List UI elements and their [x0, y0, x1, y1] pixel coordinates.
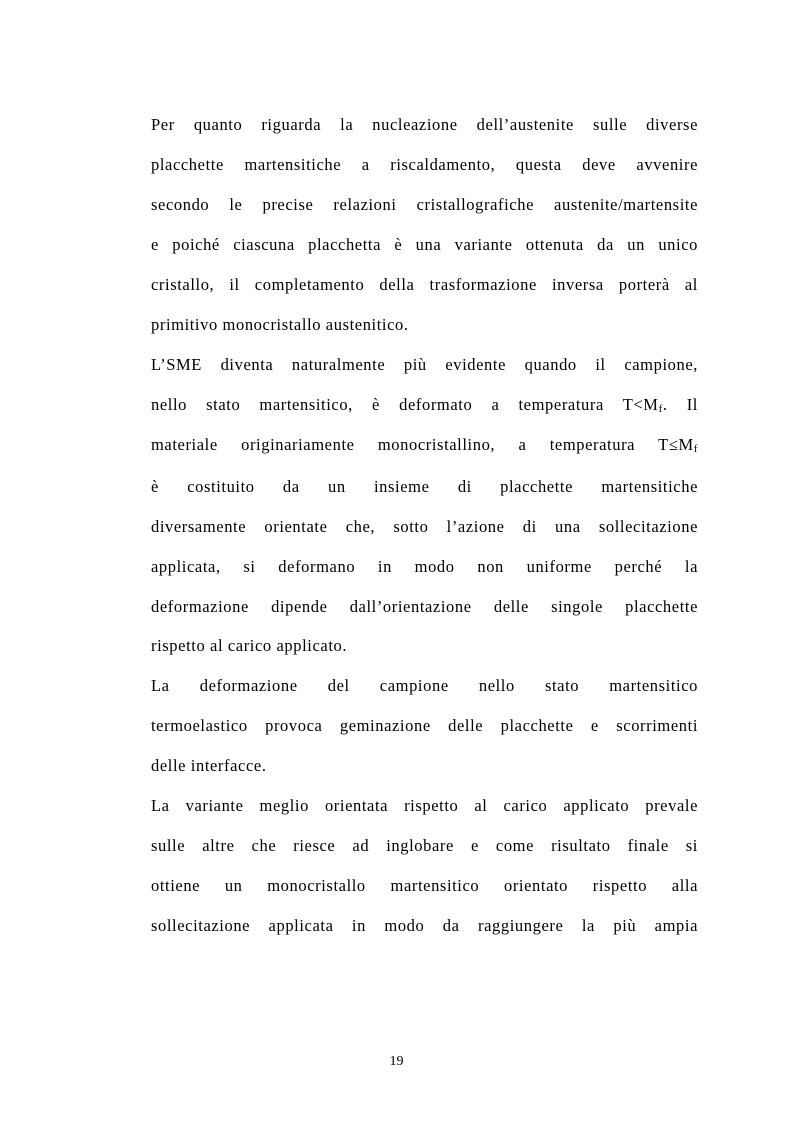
text-line: e poiché ciascuna placchetta è una variante ottenuta da un unico — [151, 235, 698, 254]
text-fragment: materiale originariamente monocristallino, a temperatura T≤M — [151, 435, 694, 454]
text-line: secondo le precise relazioni cristallografiche austenite/martensite — [151, 195, 698, 214]
text-line: sulle altre che riesce ad inglobare e come risultato finale si — [151, 836, 698, 855]
text-line: è costituito da un insieme di placchette martensitiche — [151, 477, 698, 496]
text-line: rispetto al carico applicato. — [151, 636, 348, 655]
subscript: f — [658, 403, 663, 415]
text-line: applicata, si deformano in modo non uniforme perché la — [151, 557, 698, 576]
text-line: La deformazione del campione nello stato martensitico — [151, 676, 698, 695]
text-line: termoelastico provoca geminazione delle placchette e scorrimenti — [151, 716, 698, 735]
text-line: deformazione dipende dall’orientazione delle singole placchette — [151, 597, 698, 616]
text-line: delle interfacce. — [151, 756, 267, 775]
subscript: f — [693, 443, 698, 455]
text-line: La variante meglio orientata rispetto al carico applicato prevale — [151, 796, 698, 815]
text-line-with-subscript — [151, 435, 698, 455]
text-line: placchette martensitiche a riscaldamento, questa deve avvenire — [151, 155, 698, 174]
page-number: 19 — [389, 1054, 404, 1069]
text-line: cristallo, il completamento della trasformazione inversa porterà al — [151, 275, 698, 294]
text-fragment: nello stato martensitico, è deformato a temperatura T<M — [151, 395, 659, 414]
text-line-with-subscript — [151, 395, 698, 415]
text-line: L’SME diventa naturalmente più evidente quando il campione, — [151, 355, 698, 374]
text-line: primitivo monocristallo austenitico. — [151, 315, 409, 334]
text-fragment: . Il — [662, 395, 698, 414]
text-line: sollecitazione applicata in modo da raggiungere la più ampia — [151, 916, 698, 935]
text-line: ottiene un monocristallo martensitico orientato rispetto alla — [151, 876, 698, 895]
text-line: diversamente orientate che, sotto l’azione di una sollecitazione — [151, 517, 698, 536]
text-line: Per quanto riguarda la nucleazione dell’austenite sulle diverse — [151, 115, 698, 134]
